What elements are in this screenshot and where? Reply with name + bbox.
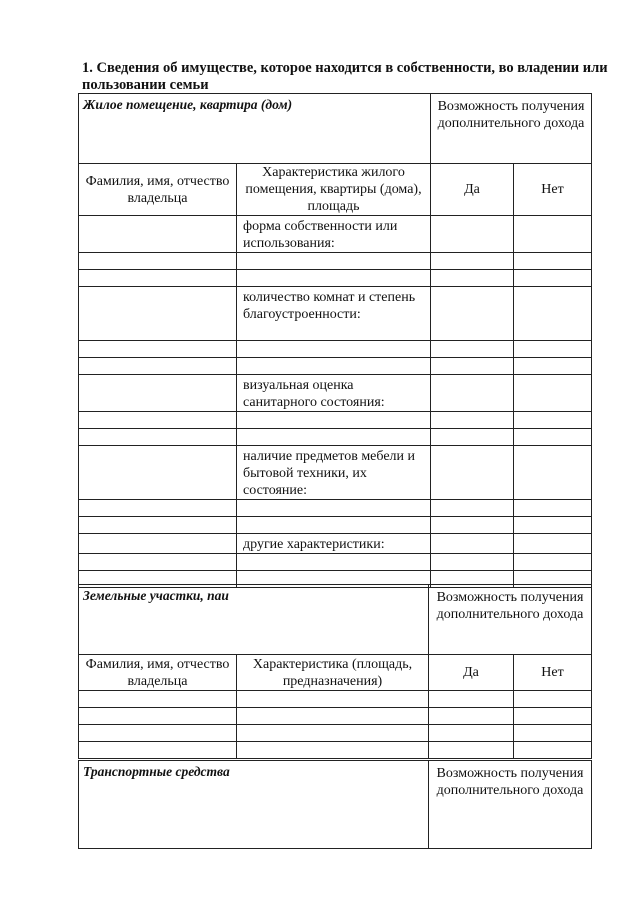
housing-col-characteristic: Характеристика жилого помещения, квартиры (дома), площадь xyxy=(237,164,431,216)
housing-title: Жилое помещение, квартира (дом) xyxy=(79,94,431,164)
no-cell[interactable] xyxy=(514,725,592,742)
owner-cell[interactable] xyxy=(79,341,237,358)
owner-cell[interactable] xyxy=(79,708,237,725)
vehicles-income-header: Возможность получения дополнительного дохода xyxy=(429,761,592,849)
land-col-characteristic: Характеристика (площадь, предназначения) xyxy=(237,655,429,691)
yes-cell[interactable] xyxy=(431,412,514,429)
section-heading: 1. Сведения об имуществе, которое находится в собственности, во владении или пользовании семьи xyxy=(82,60,608,93)
no-cell[interactable] xyxy=(514,358,592,375)
characteristic-cell[interactable] xyxy=(237,742,429,759)
no-cell[interactable] xyxy=(514,500,592,517)
owner-cell[interactable] xyxy=(79,742,237,759)
characteristic-cell[interactable] xyxy=(237,554,431,571)
yes-cell[interactable] xyxy=(431,253,514,270)
no-cell[interactable] xyxy=(514,554,592,571)
owner-cell[interactable] xyxy=(79,517,237,534)
housing-table xyxy=(78,93,592,588)
owner-cell[interactable] xyxy=(79,270,237,287)
owner-cell[interactable] xyxy=(79,412,237,429)
yes-cell[interactable] xyxy=(431,216,514,253)
yes-cell[interactable] xyxy=(429,742,514,759)
no-cell[interactable] xyxy=(514,691,592,708)
owner-cell[interactable] xyxy=(79,691,237,708)
yes-cell[interactable] xyxy=(431,270,514,287)
yes-cell[interactable] xyxy=(431,341,514,358)
land-income-header: Возможность получения дополнительного дохода xyxy=(429,585,592,655)
owner-cell[interactable] xyxy=(79,429,237,446)
characteristic-label: форма собственности или использования: xyxy=(237,216,431,253)
no-cell[interactable] xyxy=(514,270,592,287)
characteristic-label: визуальная оценка санитарного состояния: xyxy=(237,375,431,412)
no-cell[interactable] xyxy=(514,517,592,534)
characteristic-cell[interactable] xyxy=(237,517,431,534)
yes-cell[interactable] xyxy=(431,358,514,375)
land-col-yes: Да xyxy=(429,655,514,691)
characteristic-cell[interactable] xyxy=(237,341,431,358)
owner-cell[interactable] xyxy=(79,287,237,341)
characteristic-cell[interactable] xyxy=(237,270,431,287)
yes-cell[interactable] xyxy=(431,517,514,534)
owner-cell[interactable] xyxy=(79,375,237,412)
no-cell[interactable] xyxy=(514,216,592,253)
land-col-owner: Фамилия, имя, отчество владельца xyxy=(79,655,237,691)
characteristic-cell[interactable] xyxy=(237,725,429,742)
characteristic-cell[interactable] xyxy=(237,708,429,725)
yes-cell[interactable] xyxy=(429,725,514,742)
owner-cell[interactable] xyxy=(79,358,237,375)
characteristic-cell[interactable] xyxy=(237,429,431,446)
no-cell[interactable] xyxy=(514,708,592,725)
characteristic-cell[interactable] xyxy=(237,358,431,375)
housing-col-yes: Да xyxy=(431,164,514,216)
yes-cell[interactable] xyxy=(431,554,514,571)
characteristic-cell[interactable] xyxy=(237,253,431,270)
no-cell[interactable] xyxy=(514,446,592,500)
yes-cell[interactable] xyxy=(431,446,514,500)
owner-cell[interactable] xyxy=(79,216,237,253)
no-cell[interactable] xyxy=(514,341,592,358)
no-cell[interactable] xyxy=(514,429,592,446)
owner-cell[interactable] xyxy=(79,534,237,554)
characteristic-label: количество комнат и степень благоустроенности: xyxy=(237,287,431,341)
characteristic-cell[interactable] xyxy=(237,691,429,708)
land-table xyxy=(78,584,592,759)
yes-cell[interactable] xyxy=(429,691,514,708)
owner-cell[interactable] xyxy=(79,554,237,571)
vehicles-title: Транспортные средства xyxy=(79,761,429,849)
yes-cell[interactable] xyxy=(431,534,514,554)
owner-cell[interactable] xyxy=(79,446,237,500)
land-title: Земельные участки, паи xyxy=(79,585,429,655)
characteristic-label: другие характеристики: xyxy=(237,534,431,554)
no-cell[interactable] xyxy=(514,742,592,759)
yes-cell[interactable] xyxy=(431,375,514,412)
no-cell[interactable] xyxy=(514,253,592,270)
housing-col-no: Нет xyxy=(514,164,592,216)
yes-cell[interactable] xyxy=(429,708,514,725)
housing-col-owner: Фамилия, имя, отчество владельца xyxy=(79,164,237,216)
owner-cell[interactable] xyxy=(79,253,237,270)
housing-income-header: Возможность получения дополнительного дохода xyxy=(431,94,592,164)
owner-cell[interactable] xyxy=(79,500,237,517)
no-cell[interactable] xyxy=(514,287,592,341)
yes-cell[interactable] xyxy=(431,287,514,341)
land-col-no: Нет xyxy=(514,655,592,691)
owner-cell[interactable] xyxy=(79,725,237,742)
no-cell[interactable] xyxy=(514,412,592,429)
no-cell[interactable] xyxy=(514,375,592,412)
vehicles-table xyxy=(78,760,592,849)
characteristic-cell[interactable] xyxy=(237,500,431,517)
characteristic-cell[interactable] xyxy=(237,412,431,429)
yes-cell[interactable] xyxy=(431,500,514,517)
characteristic-label: наличие предметов мебели и бытовой техники, их состояние: xyxy=(237,446,431,500)
no-cell[interactable] xyxy=(514,534,592,554)
yes-cell[interactable] xyxy=(431,429,514,446)
